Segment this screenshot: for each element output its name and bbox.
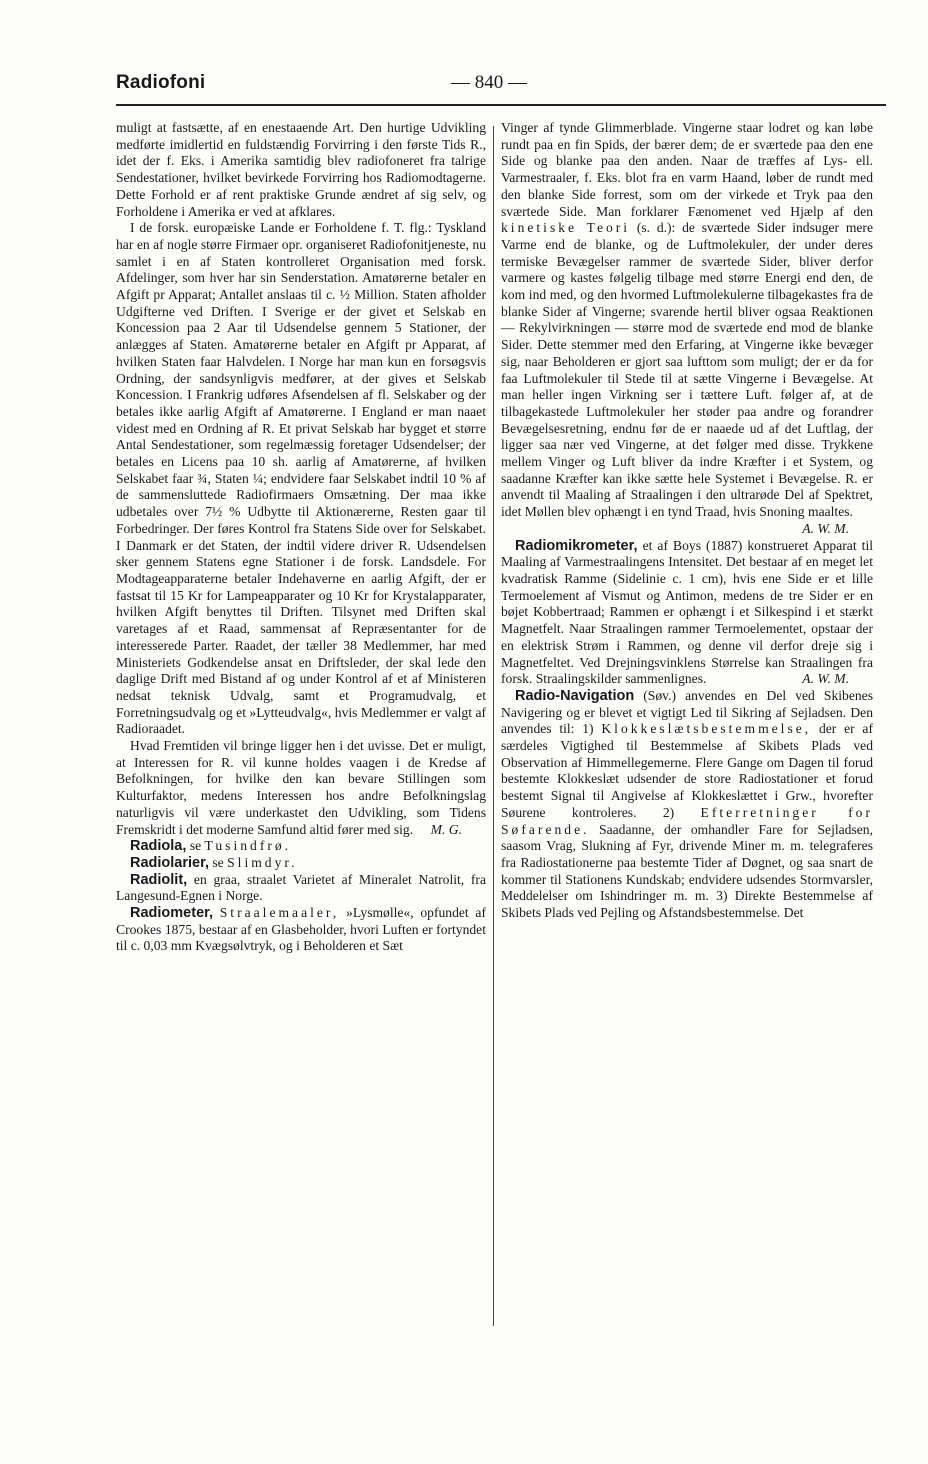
cross-reference: Slimdyr.: [227, 854, 298, 870]
running-header: [116, 72, 886, 102]
column-divider: [493, 126, 494, 1326]
entry-radiometer: [116, 905, 486, 955]
left-column: [116, 120, 486, 955]
entry-radiolit: [116, 872, 486, 905]
entry-text: anvendes en Del ved Skibenes Navigering og er blevet et vigtigt Led til Sikring af Sejladsen. Den anvendes til: 1): [501, 687, 873, 737]
spaced-term: Klokkeslætsbestemmelse,: [601, 721, 812, 737]
entry-text: »Lysmølle«, opfundet af Crookes 1875, bestaar af en Glasbeholder, hvori Luften er fortyndet til c. 0,03 mm Kvægsølvtryk, og i Beholderen et Sæt: [116, 905, 486, 954]
author-signature: M. G.: [430, 821, 462, 837]
paragraph: I de forsk. europæiske Lande er Forholdene f. T. flg.: Tyskland har en af nogle større Firmaer opr. organiseret Radiofonitjeneste, nu samlet i en af Staten kontrolleret Organisation med forsk. Afdelinger, som hver har sin Senderstation. Amatørerne betaler en Afgift pr Apparat; Antallet anslaas til c. ½ Million. Staten afholder Udgifterne ved Driften. I Sverige er der givet et Selskab en Koncession paa 2 Aar til Udsendelse gennem 5 Stationer, der anlægges af Staten. Amatørerne betaler en Afgift pr Apparat, af hvilken Staten faar Halvdelen. I Norge har man kun en forsøgsvis Ordning, der sandsynligvis medfører, at der gives et Selskab Koncession. I Frankrig udføres Afsendelsen af fl. Selskaber og der betales ikke aarlig Afgift af Amatørerne. I England er man naaet videst med en Ordning af R. Et privat Selskab har bygget et større Antal Sendestationer, som regelmæssig foretager Udsendelser; der betales en Licens paa 10 sh. aarlig af Amatørerne, af hvilken Selskabet faar ¾, Staten ¼; endvidere faar Selskabet indtil 10 % af de sammensluttede Radiofirmaers Omsætning. Der maa ikke udbetales over 7½ % Udbytte til Aktionærerne, Resten gaar til Forbedringer. Der føres Kontrol fra Statens Side over for Selskabet. I Danmark er det Staten, der indtil videre driver R. Udsendelsen sker gennem Statens egne Stationer i de forsk. Landsdele. For Modtageapparaterne betaler Indehaverne en aarlig Afgift, der er fastsat til 15 Kr for Lampeapparater og 10 Kr for Krystalapparater, hvilken Afgift benyttes til Driften. Tilsynet med Driften skal varetages af et Raad, sammensat af Repræsentanter for de interesserede Parter. Raadet, der tæller 38 Medlemmer, har med Ministeriets Godkendelse ansat en Driftsleder, der skal lede den daglige Drift med Bistand af og under Kontrol af et af Ministeren nedsat teknisk Udvalg, samt et Programudvalg, et Forretningsudvalg og et »Lytteudvalg«, hvis Medlemmer er valgt af Radioraadet.: [116, 220, 486, 737]
headword: Radiolarier,: [130, 854, 209, 871]
paragraph: [116, 738, 486, 838]
entry-text: Saadanne, der omhandler Fare for Sejladsen, saasom Vrag, Slukning af Fyr, drivende Miner m. m. telegraferes fra Radiostationerne paa bestemte Tider af Døgnet, og saa snart de kommer til Stationens Kundskab; endvidere udsendes Stormvarsler, Meddelelser om Ishindringer m. m. 3) Direkte Bestemmelse af Skibets Plads ved Pejling og Afstandsbestemmelse. Det: [501, 821, 873, 921]
headword: Radiolit,: [130, 871, 188, 888]
entry-radiomikrometer: [501, 538, 873, 688]
entry-radio-navigation: [501, 688, 873, 922]
header-rule: [116, 104, 886, 106]
headword: Radiometer,: [130, 905, 213, 922]
page-title: Radiofoni: [116, 72, 206, 93]
entry-radiolarier: [116, 855, 486, 872]
cross-reference: Tusindfrø.: [204, 838, 292, 854]
entry-text: en graa, straalet Varietet af Mineralet Natrolit, fra Langesund-Egnen i Norge.: [116, 871, 486, 904]
see-word: se: [212, 854, 224, 870]
paragraph: [501, 120, 873, 538]
paragraph-text: Hvad Fremtiden vil bringe ligger hen i det uvisse. Det er muligt, at Interessen for R. vil kunne holdes vaagen i de Kredse af Befolkningen, for hvilke den kan bevare Stillingen som Kulturfaktor, medens Interessen hos andre Befolkningslag naturligvis vil være underkastet den Udvikling, som Tidens Fremskridt i det moderne Samfund altid fører med sig.: [116, 738, 486, 837]
headword: Radiomikrometer,: [515, 537, 638, 554]
spaced-term: Efterretninger for Søfarende.: [501, 804, 874, 837]
entry-text: et af Boys (1887) konstrueret Apparat til Maaling af Varmestraalingens Intensitet. Det bestaar af en meget let kvadratisk Ramme (Sidelinie c. 1 cm), hvis ene Side er et lille Termoelement af Vismut og Antimon, medens de tre Sider er en bøjet Kobbertraad; Rammen er ophængt i et Silkespind i et stærkt Magnetfelt. Naar Straalingen rammer Termoelementet, opstaar der en elektrisk Strøm i Rammen, og denne vil derfor dreje sig i Magnetfeltet. Ved Drejningsvinklens Størrelse kan Straalingen fra forsk. Straalingskilder sammenlignes.: [501, 537, 873, 687]
paragraph-text: (s. d.): de sværtede Sider indsuger mere Varme end de blanke, og de Luftmolekuler, der under deres termiske Bevægelser rammer de sværtede Sider, bliver derfor varmere og kastes følgelig tilbage med større Energi end den, de kom ind med, og den hvormed Luftmolekulerne tilbagekastes fra de blanke Sider af Vingerne; svarende hertil bliver ogsaa Reaktionen — Rekylvirkningen — større mod de sværtede end mod de blanke Sider. Dette stemmer med den Erfaring, at Vingerne ikke bevæger sig, naar Beholderen er gjort saa lufttom som muligt; der er da for faa Luftmolekuler til Stede til at sætte Vingerne i Bevægelse. At man heller ingen Virkning ser i tættere Luft. følger af, at de tilbagekastede Luftmolekuler her støder paa andre og forandrer Bevægelsesretning, endnu før de er naaede ud af det Luftlag, der ligger saa nær ved Vingerne, at det følger med disse. Trykkene mellem Vinger og Luft bliver da indre Kræfter i et System, og saadanne Kræfter kan ikke sætte hele Systemet i Bevægelse. R. er anvendt til Maaling af Straalingen i den ultrarøde Del af Spektret, idet Møllen blev ophængt i en tynd Traad, hvis Snoning maaltes.: [501, 220, 873, 520]
spaced-term: kinetiske Teori: [501, 220, 631, 236]
author-signature: A. W. M.: [802, 520, 849, 536]
spaced-term: Straalemaaler,: [219, 905, 340, 921]
headword: Radiola,: [130, 838, 187, 855]
see-word: se: [189, 838, 202, 854]
page-number: — 840 —: [451, 72, 527, 93]
paragraph: muligt at fastsætte, af en enestaaende Art. Den hurtige Udvikling medførte imidlertid en fuldstændig Forvirring i den første Tids R., idet der f. Eks. i Amerika samtidig blev radiofoneret fra talrige Sendestationer, hvilket bevirkede Forvirring hos Radiomodtagerne. Dette Forhold er af rent praktiske Grunde ændret af sig selv, og Forholdene i Amerika er ved at afklares.: [116, 120, 486, 219]
right-column: [501, 120, 873, 922]
paragraph-text: Vinger af tynde Glimmerblade. Vingerne staar lodret og kan løbe rundt paa en fin Spids, der bærer dem; de er sværtede paa den ene Side og blanke paa den anden. Naar de træffes af Lys- ell. Varmestraaler, f. Eks. blot fra en varm Haand, løber de rundt med den blanke Side forrest, som om der virkede et Tryk paa den sværtede Side. Man forklarer Fænomenet ved Hjælp af den: [501, 120, 873, 219]
entry-radiola: [116, 838, 486, 855]
headword: Radio-Navigation: [515, 687, 635, 704]
author-signature: A. W. M.: [802, 671, 849, 687]
entry-text: der er af særdeles Vigtighed til Bestemmelse af Skibets Plads ved Observation af Himmellegemerne. Flere Gange om Dagen til forud bestemte Klokkeslæt udsender de store Radiostationer et forud bestemt Signal til Angivelse af Klokkeslættet i Grw., hvorefter Søurene kontroleres. 2): [501, 721, 873, 820]
abbreviation: (Søv.): [643, 687, 677, 703]
